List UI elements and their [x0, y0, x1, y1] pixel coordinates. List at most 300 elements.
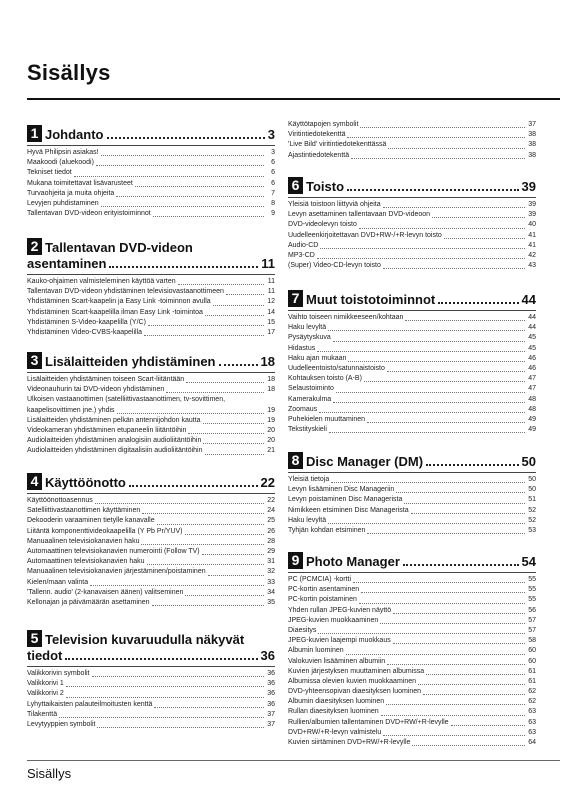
- toc-entry-label: Valikkorivi 1: [27, 680, 64, 688]
- toc-entry-label: Satelliittivastaanottimen käyttäminen: [27, 507, 141, 515]
- toc-entry-page: 31: [267, 558, 275, 566]
- toc-entry[interactable]: [288, 130, 536, 140]
- toc-entry[interactable]: [288, 241, 536, 251]
- toc-entry-label: MP3-CD: [288, 251, 315, 259]
- section-title[interactable]: tiedot: [27, 648, 63, 663]
- toc-entry[interactable]: [288, 506, 536, 516]
- toc-entry-page: 52: [528, 506, 536, 514]
- toc-entry-label: Haku ajan mukaan: [288, 354, 347, 362]
- toc-entry[interactable]: [27, 669, 275, 679]
- section-title[interactable]: Photo Manager: [306, 554, 400, 569]
- toc-entry-page: 57: [528, 616, 536, 624]
- section-rule: [27, 145, 275, 146]
- section-page: 54: [521, 554, 536, 569]
- section-entry-list: [27, 148, 275, 219]
- toc-dot-leader: [203, 443, 264, 444]
- toc-entry[interactable]: [288, 606, 536, 616]
- toc-dot-leader: [205, 454, 264, 455]
- toc-entry-page: 39: [528, 201, 536, 208]
- toc-entry[interactable]: [288, 718, 536, 728]
- toc-entry[interactable]: [288, 140, 536, 150]
- toc-dot-leader: [147, 564, 264, 565]
- toc-entry[interactable]: [27, 297, 275, 307]
- toc-entry-label: Kohtauksen toisto (A-B): [288, 375, 362, 383]
- toc-entry-page: 63: [528, 708, 536, 716]
- toc-dot-leader: [320, 248, 525, 249]
- toc-dot-leader: [178, 284, 264, 285]
- toc-entry-page: 46: [528, 364, 536, 372]
- toc-entry-label: Valikkorivin symbolit: [27, 670, 90, 677]
- toc-entry-label: Videonauhurin tai DVD-videon yhdistäminen: [27, 386, 165, 394]
- toc-entry-label: Nimikkeen etsiminen Disc Managerista: [288, 506, 409, 514]
- toc-entry-label: Levyjen puhdistaminen: [27, 199, 99, 207]
- toc-entry-label: Pysäytyskuva: [288, 334, 331, 342]
- toc-entry-label: Rullan diaesityksen luominen: [288, 708, 379, 716]
- toc-dot-leader: [388, 148, 525, 149]
- toc-dot-leader: [387, 664, 525, 665]
- toc-entry-page: 39: [528, 211, 536, 219]
- toc-dot-leader: [393, 613, 525, 614]
- toc-entry-label: Valokuvien lisääminen albumiin: [288, 657, 386, 665]
- toc-dot-leader: [432, 217, 525, 218]
- section-entry-list: [288, 120, 536, 161]
- toc-entry[interactable]: [288, 595, 536, 605]
- toc-dot-leader: [328, 523, 525, 524]
- section-dot-leader: [129, 485, 258, 487]
- toc-entry[interactable]: [288, 344, 536, 354]
- toc-entry[interactable]: [288, 575, 536, 585]
- section-rule: [27, 666, 275, 667]
- toc-entry-label: Tekniset tiedot: [27, 169, 72, 177]
- toc-entry-page: 62: [528, 698, 536, 706]
- toc-entry[interactable]: [27, 679, 275, 689]
- toc-entry-page: 19: [267, 406, 275, 414]
- toc-entry-page: 63: [528, 728, 536, 736]
- toc-entry[interactable]: [288, 516, 536, 526]
- toc-entry-label: kaapelisovittimen jne.) yhdis: [27, 406, 115, 414]
- section-number-badge: 5: [27, 630, 42, 647]
- toc-dot-leader: [333, 402, 525, 403]
- toc-dot-leader: [203, 423, 264, 424]
- toc-entry-page: 47: [528, 385, 536, 393]
- toc-entry-page: 12: [267, 298, 275, 306]
- toc-entry-label: Yhdistäminen Scart-kaapelin ja Easy Link -toiminnon avulla: [27, 298, 211, 306]
- toc-entry-page: 37: [528, 121, 536, 128]
- section-title[interactable]: Lisälaitteiden yhdistäminen: [45, 354, 216, 369]
- toc-dot-leader: [101, 155, 264, 156]
- toc-entry-label: Maakoodi (aluekoodi): [27, 159, 94, 167]
- toc-entry-label: Uudelleenkirjoitettavan DVD+RW-/+R-levyn toisto: [288, 231, 442, 239]
- toc-entry-page: 36: [267, 680, 275, 688]
- section-heading: [288, 290, 536, 307]
- toc-dot-leader: [318, 633, 525, 634]
- toc-dot-leader: [393, 643, 525, 644]
- section-entry-list: [288, 313, 536, 435]
- toc-entry[interactable]: [288, 677, 536, 687]
- toc-entry[interactable]: [288, 425, 536, 435]
- toc-dot-leader: [59, 717, 264, 718]
- toc-dot-leader: [202, 554, 264, 555]
- toc-entry-label: Albumin diaesityksen luominen: [288, 698, 385, 706]
- toc-entry[interactable]: [27, 385, 275, 395]
- toc-entry[interactable]: [27, 557, 275, 567]
- toc-dot-leader: [331, 482, 525, 483]
- toc-entry-page: 29: [267, 547, 275, 555]
- toc-entry-page: 37: [267, 710, 275, 718]
- toc-entry[interactable]: [27, 547, 275, 557]
- toc-entry-label: Liitäntä komponenttivideokaapelilla (Y Pb Pr/YUV): [27, 527, 183, 535]
- toc-dot-leader: [144, 335, 264, 336]
- toc-entry[interactable]: [288, 687, 536, 697]
- toc-entry[interactable]: [288, 707, 536, 717]
- toc-entry[interactable]: [27, 179, 275, 189]
- toc-entry-page: 46: [528, 354, 536, 362]
- toc-entry-page: 42: [528, 251, 536, 259]
- toc-entry[interactable]: [27, 375, 275, 385]
- section-dot-leader: [109, 266, 258, 268]
- toc-entry-page: 36: [267, 690, 275, 698]
- toc-entry-page: 52: [528, 516, 536, 524]
- toc-entry[interactable]: [288, 313, 536, 323]
- toc-entry[interactable]: [27, 496, 275, 506]
- toc-entry[interactable]: [288, 333, 536, 343]
- section-dot-leader: [219, 364, 258, 366]
- toc-dot-leader: [96, 165, 264, 166]
- section-dot-leader: [107, 137, 265, 139]
- toc-entry[interactable]: [288, 585, 536, 595]
- toc-entry[interactable]: [27, 578, 275, 588]
- section-page: 18: [260, 354, 275, 369]
- section-title[interactable]: Käyttöönotto: [45, 475, 126, 490]
- toc-entry-page: 55: [528, 586, 536, 594]
- toc-entry-label: Selaustoiminto: [288, 385, 334, 393]
- toc-entry[interactable]: [27, 689, 275, 699]
- toc-dot-leader: [423, 694, 525, 695]
- section-page: 39: [521, 179, 536, 194]
- section-number-badge: 9: [288, 552, 303, 569]
- toc-entry-label: Yhdistäminen Scart-kaapelilla ilman Easy Link -toimintoa: [27, 308, 203, 316]
- toc-entry[interactable]: [288, 657, 536, 667]
- toc-entry-page: 41: [528, 241, 536, 249]
- toc-entry[interactable]: [288, 526, 536, 536]
- toc-entry[interactable]: [288, 636, 536, 646]
- toc-entry[interactable]: [288, 374, 536, 384]
- toc-dot-leader: [383, 207, 525, 208]
- toc-entry[interactable]: [288, 667, 536, 677]
- toc-entry-label: PC-kortin poistaminen: [288, 596, 357, 604]
- toc-dot-leader: [142, 513, 264, 514]
- section-title[interactable]: asentaminen: [27, 256, 107, 271]
- toc-entry-page: 25: [267, 517, 275, 525]
- section-title[interactable]: Johdanto: [45, 127, 104, 142]
- toc-entry-page: 57: [528, 626, 536, 634]
- toc-entry[interactable]: [288, 151, 536, 161]
- toc-continued-entries: [288, 118, 536, 161]
- toc-entry-page: 48: [528, 405, 536, 413]
- toc-entry[interactable]: [27, 308, 275, 318]
- toc-entry-page: 11: [267, 278, 275, 285]
- toc-dot-leader: [152, 605, 264, 606]
- section-rule: [27, 493, 275, 494]
- section-heading: [288, 552, 536, 569]
- toc-entry[interactable]: [288, 697, 536, 707]
- toc-entry[interactable]: [27, 527, 275, 537]
- toc-dot-leader: [317, 258, 525, 259]
- toc-entry-page: 34: [267, 588, 275, 596]
- section-entry-list: [288, 575, 536, 748]
- section-number-badge: 4: [27, 473, 42, 490]
- toc-entry-page: 47: [528, 375, 536, 383]
- toc-dot-leader: [97, 727, 264, 728]
- toc-entry-label: Manuaalinen televisiokanavien järjestäminen/poistaminen: [27, 568, 206, 576]
- toc-entry-page: 61: [528, 667, 536, 675]
- toc-dot-leader: [381, 715, 525, 716]
- toc-entry[interactable]: [288, 251, 536, 261]
- toc-entry-page: 60: [528, 657, 536, 665]
- toc-dot-leader: [353, 582, 525, 583]
- toc-entry-label: Levyn asettaminen tallentavaan DVD-videoon: [288, 211, 431, 219]
- toc-entry-label: Kuvien siirtäminen DVD+RW/+R-levylle: [288, 739, 411, 746]
- section-page: 3: [267, 127, 275, 142]
- toc-entry-label: Tallentavan DVD-videon erityistoiminnot: [27, 210, 151, 218]
- toc-entry[interactable]: [27, 516, 275, 526]
- toc-entry-label: Lyhyttaikaisten palauteilmoitusten kenttä: [27, 700, 153, 708]
- toc-dot-leader: [359, 228, 525, 229]
- toc-entry[interactable]: [27, 209, 275, 219]
- toc-entry[interactable]: [288, 405, 536, 415]
- toc-entry-line[interactable]: Ulkoisen vastaanottimen (satelliittivastaanottimen, tv-sovittimen,: [27, 396, 226, 404]
- toc-entry[interactable]: [27, 189, 275, 199]
- toc-dot-leader: [226, 294, 264, 295]
- toc-entry[interactable]: [27, 426, 275, 436]
- toc-dot-leader: [141, 544, 264, 545]
- section-dot-leader: [438, 302, 518, 304]
- toc-entry-label: Audio-CD: [288, 241, 319, 249]
- toc-dot-leader: [396, 492, 525, 493]
- section-entry-list: [288, 200, 536, 271]
- toc-section: [27, 473, 275, 608]
- section-heading: [288, 177, 536, 194]
- toc-dot-leader: [411, 513, 525, 514]
- toc-entry-label: Tyhjän kohdan etsiminen: [288, 526, 366, 534]
- footer-rule: [27, 760, 560, 761]
- section-heading: [288, 452, 536, 469]
- toc-entry-page: 44: [528, 324, 536, 332]
- section-rule: [288, 572, 536, 573]
- toc-entry-page: 17: [267, 328, 275, 336]
- section-rule: [288, 310, 536, 311]
- toc-entry-label: Haku levyltä: [288, 516, 327, 524]
- section-title[interactable]: Disc Manager (DM): [306, 454, 424, 469]
- toc-entry[interactable]: [288, 646, 536, 656]
- toc-dot-leader: [135, 186, 264, 187]
- toc-entry-page: 21: [267, 447, 275, 455]
- toc-entry[interactable]: [288, 395, 536, 405]
- toc-entry[interactable]: [288, 384, 536, 394]
- toc-entry[interactable]: [288, 200, 536, 210]
- toc-dot-leader: [387, 371, 525, 372]
- toc-entry[interactable]: [27, 277, 275, 287]
- toc-entry[interactable]: [27, 506, 275, 516]
- toc-entry-label: Dekooderin varaaminen tietylle kanavalle: [27, 517, 155, 525]
- toc-entry[interactable]: [288, 364, 536, 374]
- toc-entry-label: DVD+RW/+R-levyn valmistelu: [288, 728, 382, 736]
- toc-dot-leader: [317, 351, 525, 352]
- toc-entry-page: 43: [528, 262, 536, 270]
- title-rule: [27, 98, 560, 100]
- toc-entry[interactable]: [288, 120, 536, 130]
- toc-entry-page: 45: [528, 344, 536, 352]
- toc-entry-label: Käyttöönottoasennus: [27, 497, 93, 504]
- toc-entry-label: Uudelleentoisto/satunnaistoisto: [288, 364, 385, 372]
- toc-entry-page: 44: [528, 314, 536, 321]
- toc-entry-page: 38: [528, 141, 536, 149]
- toc-entry[interactable]: [288, 261, 536, 271]
- toc-dot-leader: [116, 196, 264, 197]
- toc-entry-page: 11: [267, 288, 275, 296]
- toc-entry-label: Yhdistäminen S-Video-kaapelilla (Y/C): [27, 318, 146, 326]
- toc-entry-label: Mukana toimitettavat lisävarusteet: [27, 179, 133, 187]
- toc-entry[interactable]: [288, 231, 536, 241]
- toc-entry-label: Puhekielen muuttaminen: [288, 415, 366, 423]
- section-title[interactable]: Muut toistotoiminnot: [306, 292, 436, 307]
- toc-entry[interactable]: [288, 728, 536, 738]
- toc-entry[interactable]: [27, 567, 275, 577]
- toc-entry[interactable]: [288, 354, 536, 364]
- toc-entry-page: 32: [267, 568, 275, 576]
- toc-entry-page: 38: [528, 151, 536, 159]
- toc-entry-label: Automaattinen televisiokanavien haku: [27, 558, 145, 566]
- page-title: Sisällys: [27, 60, 111, 85]
- toc-entry[interactable]: [288, 323, 536, 333]
- section-number-badge: 2: [27, 238, 42, 255]
- toc-entry-page: 35: [267, 598, 275, 606]
- toc-entry[interactable]: [27, 328, 275, 338]
- section-entry-list: [288, 475, 536, 536]
- toc-entry-page: 49: [528, 415, 536, 423]
- section-dot-leader: [403, 564, 519, 566]
- toc-entry[interactable]: [288, 626, 536, 636]
- toc-entry-label: Yhden rullan JPEG-kuvien näyttö: [288, 606, 392, 614]
- toc-dot-leader: [154, 707, 264, 708]
- toc-entry-page: 20: [267, 426, 275, 434]
- toc-dot-leader: [444, 238, 525, 239]
- toc-entry-page: 7: [271, 189, 275, 197]
- toc-entry-page: 63: [528, 718, 536, 726]
- section-page: 22: [260, 475, 275, 490]
- toc-dot-leader: [66, 697, 264, 698]
- toc-entry[interactable]: [27, 588, 275, 598]
- toc-entry-page: 24: [267, 507, 275, 515]
- toc-dot-leader: [383, 268, 525, 269]
- toc-entry-label: Audiolaitteiden yhdistäminen analogisiin audioliitäntöihin: [27, 437, 202, 445]
- section-title-line1[interactable]: Tallentavan DVD-videon: [45, 240, 193, 255]
- toc-entry-label: Diaesitys: [288, 626, 317, 634]
- toc-entry-label: Kuvien järjestyksen muuttaminen albumissa: [288, 667, 425, 675]
- toc-entry-label: Yleisiä toistoon liittyviä ohjeita: [288, 201, 381, 208]
- page-footer: Sisällys: [27, 766, 72, 781]
- toc-dot-leader: [188, 433, 264, 434]
- toc-entry[interactable]: [288, 495, 536, 505]
- toc-dot-leader: [347, 137, 525, 138]
- toc-entry[interactable]: [27, 287, 275, 297]
- toc-entry-label: (Super) Video-CD-levyn toisto: [288, 262, 381, 270]
- toc-entry[interactable]: [288, 738, 536, 748]
- toc-entry[interactable]: [27, 318, 275, 328]
- toc-dot-leader: [383, 735, 525, 736]
- toc-entry[interactable]: [288, 475, 536, 485]
- toc-entry[interactable]: [27, 199, 275, 209]
- toc-entry[interactable]: [27, 168, 275, 178]
- toc-entry-page: 51: [528, 496, 536, 504]
- toc-entry-label: JPEG-kuvien muokkaaminen: [288, 616, 379, 624]
- toc-entry[interactable]: [288, 485, 536, 495]
- toc-entry-page: 20: [267, 437, 275, 445]
- toc-entry-label: Lisälaitteiden yhdistäminen pelkän antennijohdon kautta: [27, 416, 201, 424]
- toc-entry[interactable]: [27, 416, 275, 426]
- section-heading: [27, 352, 275, 369]
- toc-entry-label: Albumissa olevien kuvien muokkaaminen: [288, 677, 417, 685]
- section-entry-list: [27, 496, 275, 608]
- toc-entry-page: 45: [528, 334, 536, 342]
- toc-entry-page: 40: [528, 221, 536, 229]
- toc-entry-label: Turvaohjeita ja muita ohjeita: [27, 189, 115, 197]
- toc-entry[interactable]: [27, 158, 275, 168]
- toc-entry[interactable]: [288, 210, 536, 220]
- toc-entry-label: DVD-videolevyn toisto: [288, 221, 357, 229]
- toc-entry-label: Lisälaitteiden yhdistäminen toiseen Scart-liitäntään: [27, 376, 185, 383]
- toc-entry[interactable]: [27, 700, 275, 710]
- toc-entry-page: 33: [267, 578, 275, 586]
- toc-entry-label: Tallentavan DVD-videon yhdistäminen televisiovastaanottimeen: [27, 288, 224, 296]
- toc-entry[interactable]: [27, 720, 275, 730]
- toc-entry[interactable]: [27, 406, 275, 416]
- toc-entry[interactable]: [27, 148, 275, 158]
- toc-entry[interactable]: [27, 537, 275, 547]
- toc-entry[interactable]: [288, 415, 536, 425]
- section-page: 11: [261, 256, 275, 271]
- toc-dot-leader: [185, 595, 264, 596]
- toc-entry-page: 36: [267, 670, 275, 677]
- toc-entry-page: 18: [267, 376, 275, 383]
- toc-dot-leader: [74, 176, 264, 177]
- toc-dot-leader: [351, 158, 525, 159]
- toc-entry-page: 55: [528, 576, 536, 583]
- toc-dot-leader: [101, 206, 264, 207]
- toc-entry-page: 15: [267, 318, 275, 326]
- toc-entry-page: 8: [271, 199, 275, 207]
- toc-entry[interactable]: [27, 598, 275, 608]
- toc-dot-leader: [185, 534, 264, 535]
- toc-entry[interactable]: [288, 220, 536, 230]
- toc-entry-page: 49: [528, 426, 536, 434]
- toc-dot-leader: [348, 361, 525, 362]
- toc-entry[interactable]: [27, 436, 275, 446]
- toc-entry[interactable]: [27, 710, 275, 720]
- toc-entry-label: Vaihto toiseen nimikkeeseen/kohtaan: [288, 314, 404, 321]
- toc-entry-label: Levytyyppien symbolit: [27, 720, 96, 728]
- toc-entry-label: Yhdistäminen Video-CVBS-kaapelilla: [27, 328, 143, 336]
- toc-dot-leader: [333, 341, 525, 342]
- toc-entry-label: JPEG-kuvien laajempi muokkaus: [288, 637, 391, 645]
- toc-entry[interactable]: [27, 446, 275, 456]
- section-title-line1[interactable]: Television kuvaruudulla näkyvät: [45, 632, 245, 647]
- toc-section: [288, 290, 536, 435]
- toc-entry[interactable]: [288, 616, 536, 626]
- toc-entry-page: 18: [267, 386, 275, 394]
- toc-entry-label: Automaattinen televisiokanavien numerointi (Follow TV): [27, 547, 200, 555]
- section-title[interactable]: Toisto: [306, 179, 345, 194]
